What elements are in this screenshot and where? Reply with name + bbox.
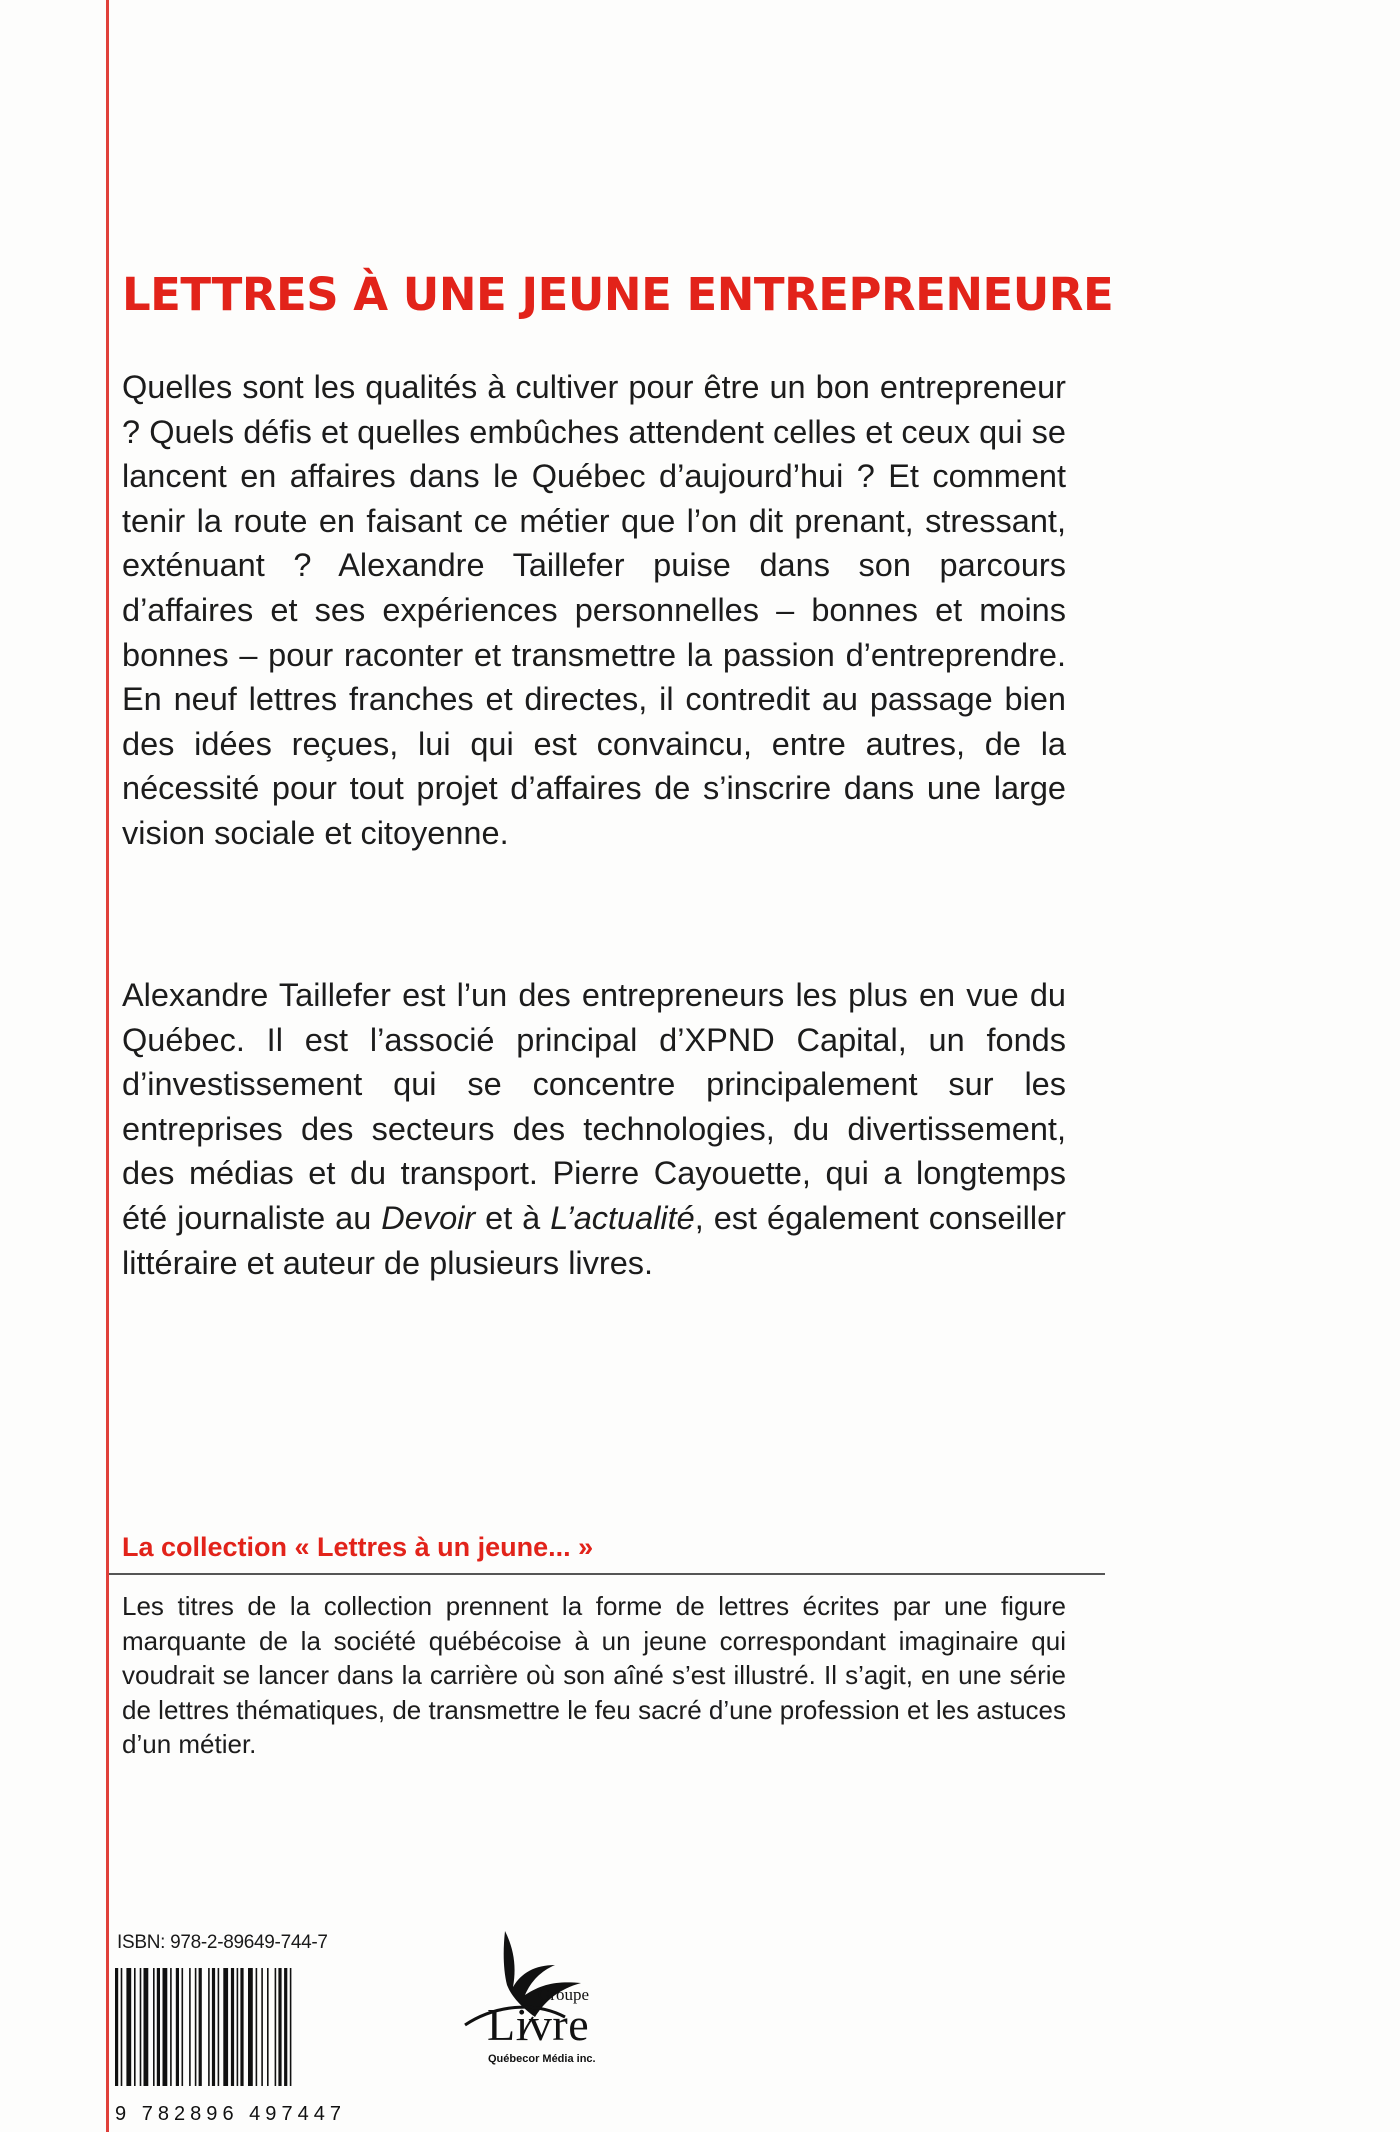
- magazine-name: L’actualité: [550, 1199, 695, 1236]
- isbn-label: ISBN: 978-2-89649-744-7: [117, 1932, 328, 1953]
- authors-text-2: et à: [475, 1199, 551, 1236]
- newspaper-name: Devoir: [381, 1199, 476, 1236]
- barcode: [109, 1960, 349, 2130]
- collection-heading: La collection « Lettres à un jeune... »: [122, 1532, 594, 1562]
- authors-text-1: Alexandre Taillefer est l’un des entrepreneurs les plus en vue du Québec. Il est l’associé principal d’XPND Capital, un fonds d’investissement qui se concentre principalement sur les entreprises des secteurs des technologies, du divertissement, des médias et du transport. Pierre Cayouette, qui a longtemps été journaliste au: [122, 977, 1066, 1236]
- book-title: LETTRES À UNE JEUNE ENTREPRENEURE: [122, 268, 1114, 321]
- collection-divider: [109, 1573, 1105, 1575]
- isbn-barcode-block: [109, 1932, 349, 2132]
- collection-paragraph: Les titres de la collection prennent la forme de lettres écrites par une figure marquante de la société québécoise à un jeune correspondant imaginaire qui voudrait se lancer dans la carrière où son aîné s’est illustré. Il s’agit, en une série de lettres thématiques, de transmettre le feu sacré d’une profession et les astuces d’un métier.: [122, 1591, 1066, 1759]
- barcode-digits: 9 782896 497447: [115, 2103, 341, 2125]
- publisher-livre: Livre: [487, 1999, 590, 2050]
- publisher-subtitle: Québecor Média inc.: [488, 2053, 596, 2065]
- summary-paragraph: Quelles sont les qualités à cultiver pour être un bon entrepreneur ? Quels défis et quelles embûches attendent celles et ceux qui se lancent en affaires dans le Québec d’aujourd’hui ? Et comment tenir la route en faisant ce métier que l’on dit prenant, stressant, exténuant ? Alexandre Taillefer puise dans son parcours d’affaires et ses expériences personnelles – bonnes et moins bonnes – pour raconter et transmettre la passion d’entreprendre. En neuf lettres franches et directes, il contredit au passage bien des idées reçues, lui qui est convaincu, entre autres, de la nécessité pour tout projet d’affaires de s’inscrire dans une large vision sociale et citoyenne.: [122, 369, 1066, 851]
- authors-paragraph: [122, 973, 1066, 1285]
- margin-red-rule: [106, 0, 109, 2132]
- authors-text-3: , est également conseiller littéraire et auteur de plusieurs livres.: [122, 1199, 1066, 1281]
- publisher-groupe: Groupe: [538, 1985, 589, 2004]
